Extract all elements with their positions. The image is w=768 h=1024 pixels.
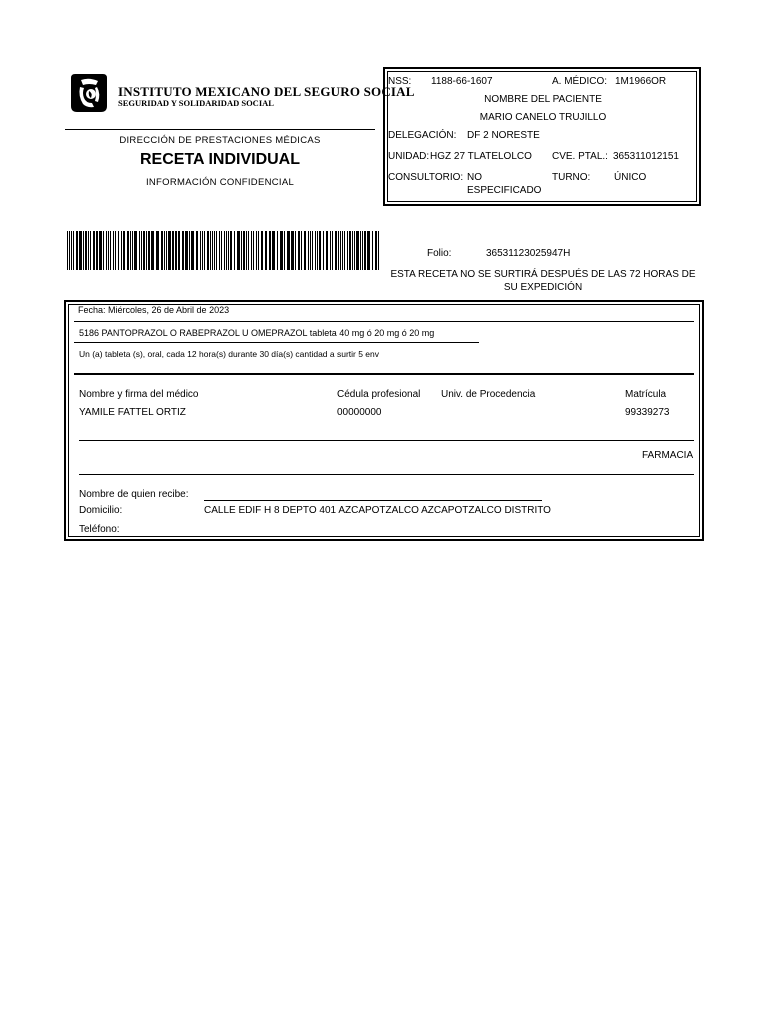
telefono-label: Teléfono: xyxy=(79,524,120,535)
nss-label: NSS: xyxy=(388,76,412,87)
matricula-value: 99339273 xyxy=(625,407,670,418)
cve-value: 365311012151 xyxy=(613,151,679,162)
cedula-value: 00000000 xyxy=(337,407,382,418)
medico-value: 1M1966OR xyxy=(615,76,667,87)
consultorio-label: CONSULTORIO: xyxy=(388,172,464,183)
cedula-label: Cédula profesional xyxy=(337,389,421,400)
dosage-line: Un (a) tableta (s), oral, cada 12 hora(s) durante 30 día(s) cantidad a surtir 5 env xyxy=(79,349,380,359)
patient-name-label: NOMBRE DEL PACIENTE xyxy=(484,94,602,105)
delegacion-value: DF 2 NORESTE xyxy=(467,130,540,141)
patient-name: MARIO CANELO TRUJILLO xyxy=(479,112,607,123)
consultorio-value-1: NO xyxy=(467,172,482,183)
doctor-name: YAMILE FATTEL ORTIZ xyxy=(79,407,186,418)
header-divider xyxy=(65,129,375,130)
institute-subtitle: SEGURIDAD Y SOLIDARIDAD SOCIAL xyxy=(118,98,274,108)
receiver-label: Nombre de quien recibe: xyxy=(79,489,189,500)
imss-logo-icon xyxy=(67,72,111,114)
consultorio-value-2: ESPECIFICADO xyxy=(467,185,542,196)
institute-name: INSTITUTO MEXICANO DEL SEGURO SOCIAL xyxy=(118,84,415,99)
date-divider xyxy=(74,321,694,322)
confidential-label: INFORMACIÓN CONFIDENCIAL xyxy=(145,177,295,188)
delegacion-label: DELEGACIÓN: xyxy=(388,130,457,141)
page-title: RECETA INDIVIDUAL xyxy=(140,151,300,168)
turno-label: TURNO: xyxy=(552,172,591,183)
matricula-label: Matrícula xyxy=(625,389,667,400)
signature-divider xyxy=(79,440,694,441)
prescription-date: Fecha: Miércoles, 26 de Abril de 2023 xyxy=(78,305,230,315)
farmacia-label: FARMACIA xyxy=(642,450,694,461)
medico-label: A. MÉDICO: xyxy=(552,76,608,87)
folio-value: 36531123025947H xyxy=(486,248,571,259)
univ-label: Univ. de Procedencia xyxy=(441,389,536,400)
dosage-divider xyxy=(74,373,694,375)
expiry-warning: ESTA RECETA NO SE SURTIRÁ DESPUÉS DE LAS 72 HORAS DE SU EXPEDICIÓN xyxy=(390,269,696,293)
doctor-label: Nombre y firma del médico xyxy=(79,389,199,400)
direction-label: DIRECCIÓN DE PRESTACIONES MÉDICAS xyxy=(119,135,321,146)
farmacia-divider xyxy=(79,474,694,475)
domicilio-label: Domicilio: xyxy=(79,505,123,516)
nss-value: 1188-66-1607 xyxy=(431,76,493,87)
domicilio-value: CALLE EDIF H 8 DEPTO 401 AZCAPOTZALCO AZCAPOTZALCO DISTRITO xyxy=(204,505,551,516)
folio-label: Folio: xyxy=(427,248,452,259)
unidad-value: HGZ 27 TLATELOLCO xyxy=(430,151,532,162)
turno-value: ÚNICO xyxy=(614,172,647,183)
barcode-icon xyxy=(67,231,379,270)
cve-label: CVE. PTAL.: xyxy=(552,151,608,162)
medication-underline xyxy=(74,342,479,343)
receiver-line xyxy=(204,500,542,501)
unidad-label: UNIDAD: xyxy=(388,151,430,162)
medication-line: 5186 PANTOPRAZOL O RABEPRAZOL U OMEPRAZOL tableta 40 mg ó 20 mg ó 20 mg xyxy=(79,328,435,338)
